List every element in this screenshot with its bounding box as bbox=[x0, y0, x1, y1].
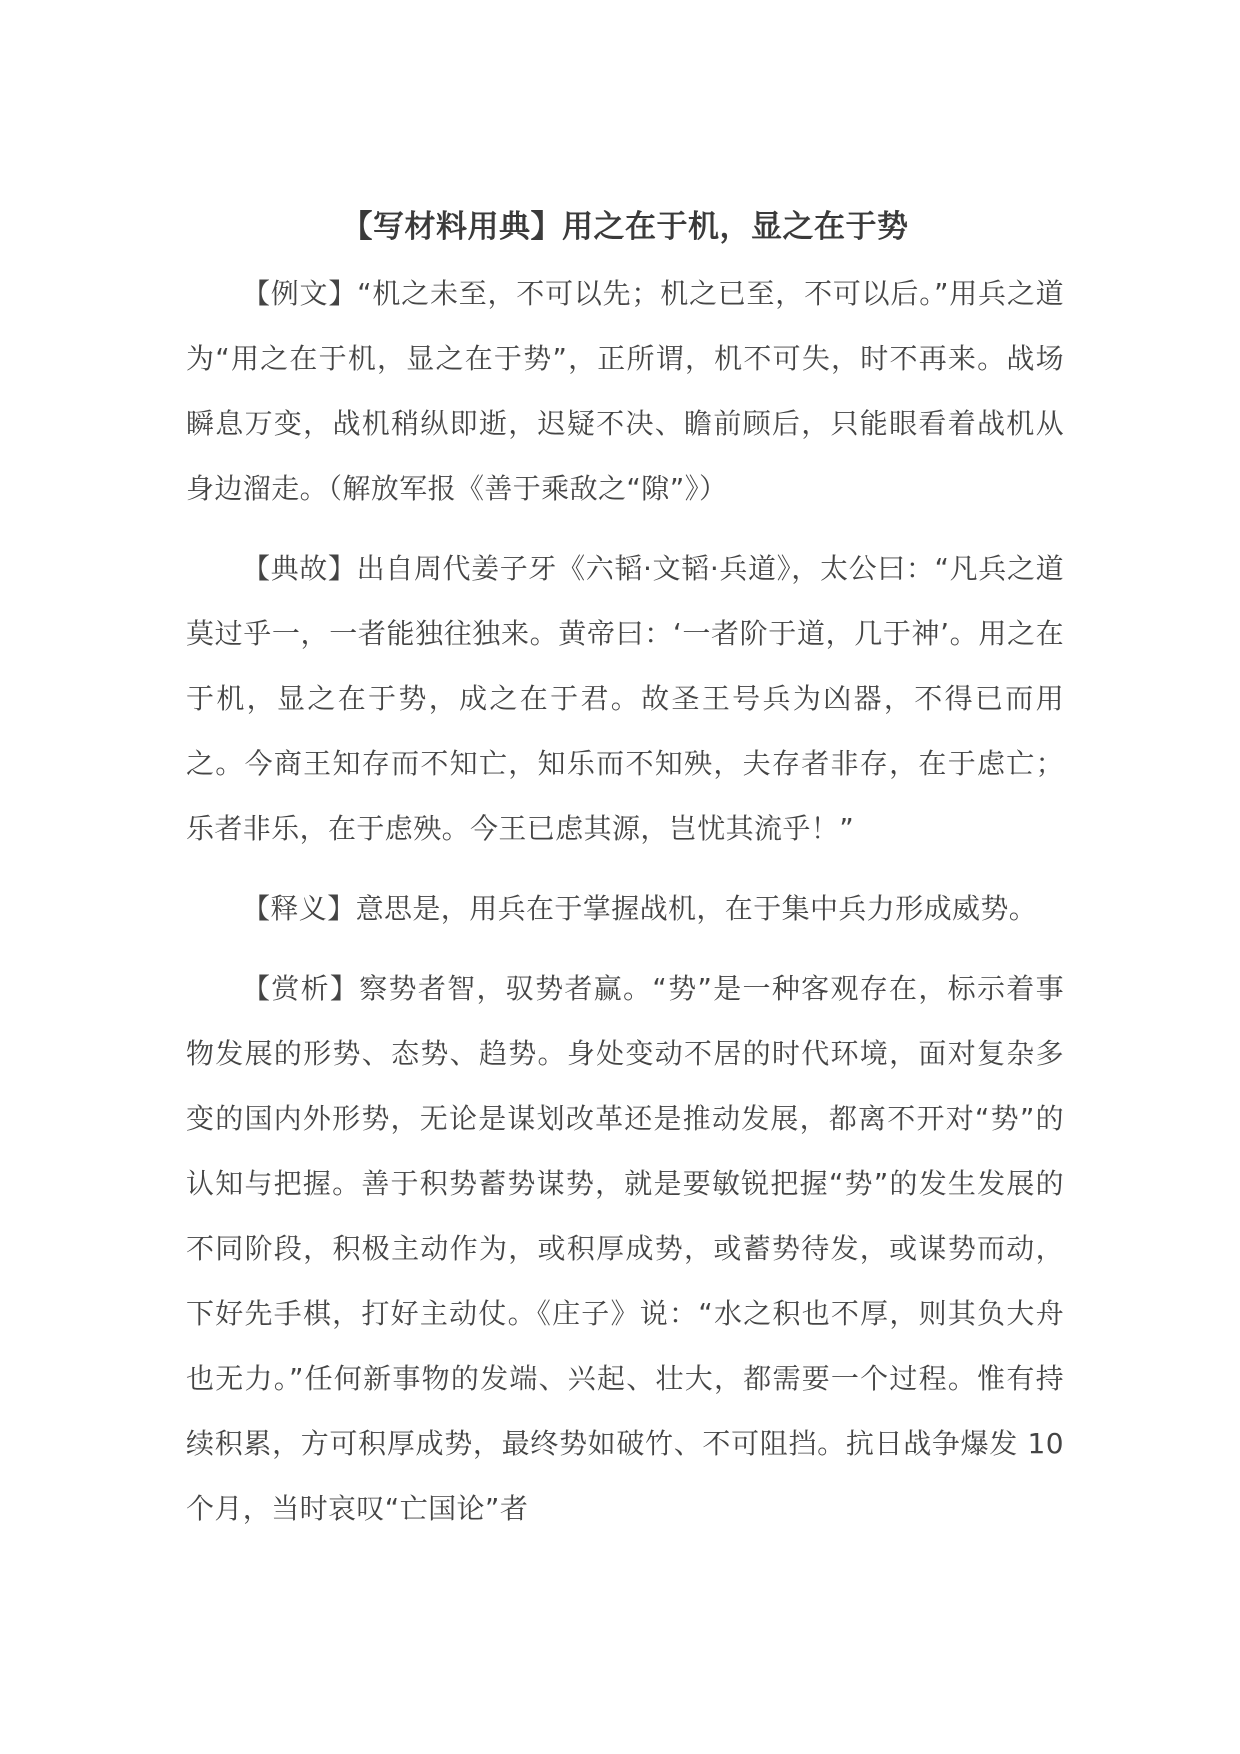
paragraph-allusion: 【典故】出自周代姜子牙《六韬·文韬·兵道》，太公曰：“凡兵之道莫过乎一，一者能独往独来。黄帝曰：‘一者阶于道，几于神’。用之在于机，显之在于势，成之在于君。故圣王号兵为凶器，不得已而用之。今商王知存而不知亡，知乐而不知殃，夫存者非存，在于虑亡；乐者非乐，在于虑殃。今王已虑其源，岂忧其流乎！” bbox=[186, 552, 1064, 845]
paragraph-meaning: 【释义】意思是，用兵在于掌握战机，在于集中兵力形成威势。 bbox=[242, 892, 1038, 925]
paragraph-example: 【例文】“机之未至，不可以先；机之已至，不可以后。”用兵之道为“用之在于机，显之在于势”，正所谓，机不可失，时不再来。战场瞬息万变，战机稍纵即逝，迟疑不决、瞻前顾后，只能眼看着战机从身边溜走。（解放军报《善于乘敌之“隙”》） bbox=[186, 277, 1064, 505]
paragraph-analysis: 【赏析】察势者智，驭势者赢。“势”是一种客观存在，标示着事物发展的形势、态势、趋势。身处变动不居的时代环境，面对复杂多变的国内外形势，无论是谋划改革还是推动发展，都离不开对“势”的认知与把握。善于积势蓄势谋势，就是要敏锐把握“势”的发生发展的不同阶段，积极主动作为，或积厚成势，或蓄势待发，或谋势而动，下好先手棋，打好主动仗。《庄子》说：“水之积也不厚，则其负大舟也无力。”任何新事物的发端、兴起、壮大，都需要一个过程。惟有持续积累，方可积厚成势，最终势如破竹、不可阻挡。抗日战争爆发 10 个月，当时哀叹“亡国论”者 bbox=[186, 972, 1064, 1525]
document-title: 【写材料用典】用之在于机，显之在于势 bbox=[341, 209, 909, 245]
document-page bbox=[186, 200, 1064, 1556]
